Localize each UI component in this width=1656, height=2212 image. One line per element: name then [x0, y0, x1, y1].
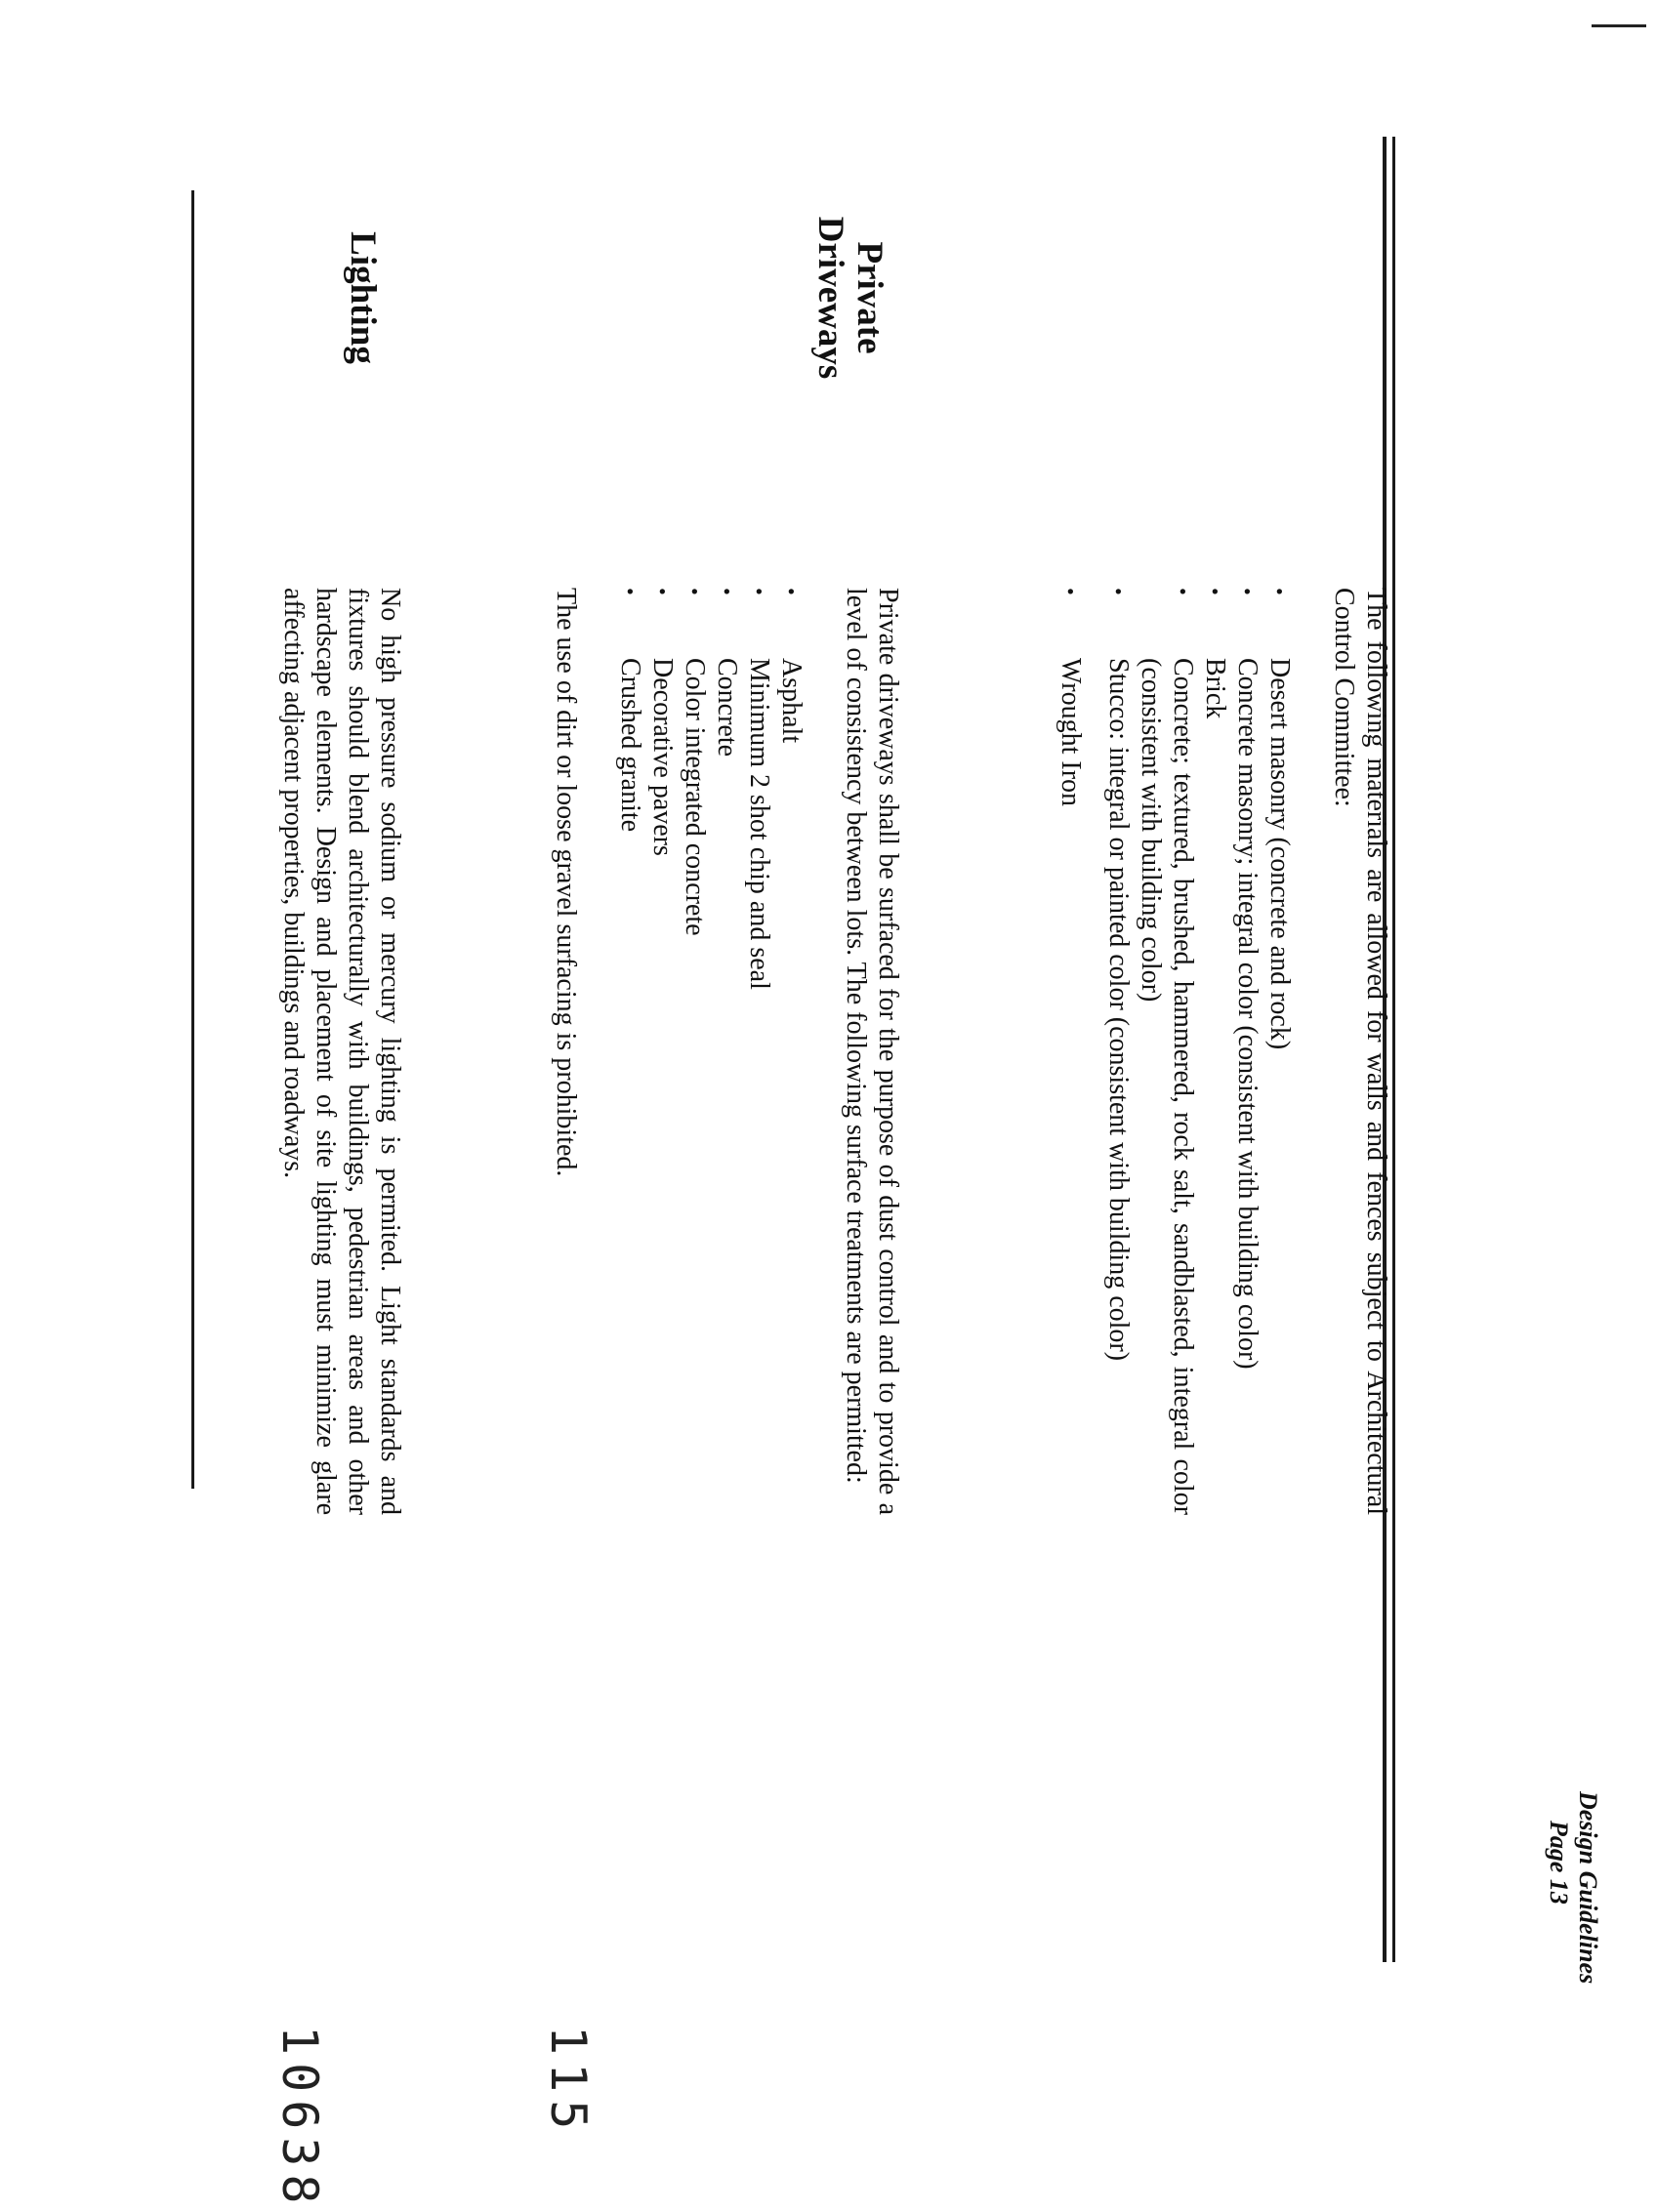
list-item: • Desert masonry (concrete and rock): [1264, 588, 1295, 1050]
divider-rule-thin: [1392, 137, 1395, 1962]
bullet-icon: •: [1058, 588, 1083, 595]
list-item: • Concrete; textured, brushed, hammered, rock salt, sandblasted, integral color (consistent with building color): [1136, 588, 1198, 1515]
bullet-icon: •: [779, 588, 804, 595]
list-item: • Concrete: [712, 588, 742, 758]
list-item: • Wrought Iron: [1056, 588, 1086, 807]
corner-mark: [1592, 24, 1646, 27]
bullet-icon: •: [683, 588, 707, 595]
header-title: Design Guidelines: [1574, 1791, 1602, 1985]
bullet-icon: •: [650, 588, 675, 595]
section-heading-lighting: Lighting: [343, 231, 383, 364]
driveways-surface-list: [614, 588, 807, 1515]
document-number-stamp: 10638: [271, 2026, 328, 2212]
bullet-icon: •: [1203, 588, 1227, 595]
lighting-text: No high pressure sodium or mercury lighting is permited. Light standards and fixtures should blend architecturally with buildings, pedestrian areas and other hardscape elements. Design and placement of site lighting must minimize glare affecting adjacent properties, buildings and roadways.: [278, 588, 405, 1515]
walls-materials-list: [1055, 588, 1296, 1515]
driveways-prohibition-note: The use of dirt or loose gravel surfacing is prohibited.: [551, 588, 581, 1177]
section-heading-private-driveways: Private Driveways: [810, 216, 890, 380]
list-item: • Decorative pavers: [647, 588, 678, 856]
driveways-intro: Private driveways shall be surfaced for the purpose of dust control and to provide a level of consistency between lots. The following surface treatments are permitted:: [841, 588, 903, 1515]
list-item: • Concrete masonry; integral color (consistent with building color): [1232, 588, 1263, 1370]
bullet-icon: •: [1267, 588, 1292, 595]
bullet-icon: •: [747, 588, 771, 595]
page-header: [1544, 1791, 1602, 2201]
divider-rule-bottom: [191, 190, 194, 1489]
list-item: • Stucco: integral or painted color (consistent with building color): [1103, 588, 1134, 1362]
list-item: • Brick: [1200, 588, 1230, 719]
list-item: • Minimum 2 shot chip and seal: [744, 588, 774, 990]
lighting-section: [277, 588, 406, 1515]
list-item: • Crushed granite: [615, 588, 645, 833]
bullet-icon: •: [1106, 588, 1131, 595]
list-item: • Color integrated concrete: [680, 588, 710, 936]
header-page-number: Page 13: [1545, 1821, 1573, 1905]
bullet-icon: •: [1171, 588, 1195, 595]
bullet-icon: •: [715, 588, 739, 595]
driveways-section: [518, 588, 904, 1515]
bullet-icon: •: [1235, 588, 1260, 595]
list-item: • Asphalt: [776, 588, 807, 744]
bullet-icon: •: [618, 588, 642, 595]
page-number-stamp: 115: [540, 2026, 597, 2138]
walls-intro: The following materials are allowed for walls and fences subject to Architectural Control Committee:: [1329, 588, 1391, 1515]
walls-section: [1055, 588, 1392, 1515]
